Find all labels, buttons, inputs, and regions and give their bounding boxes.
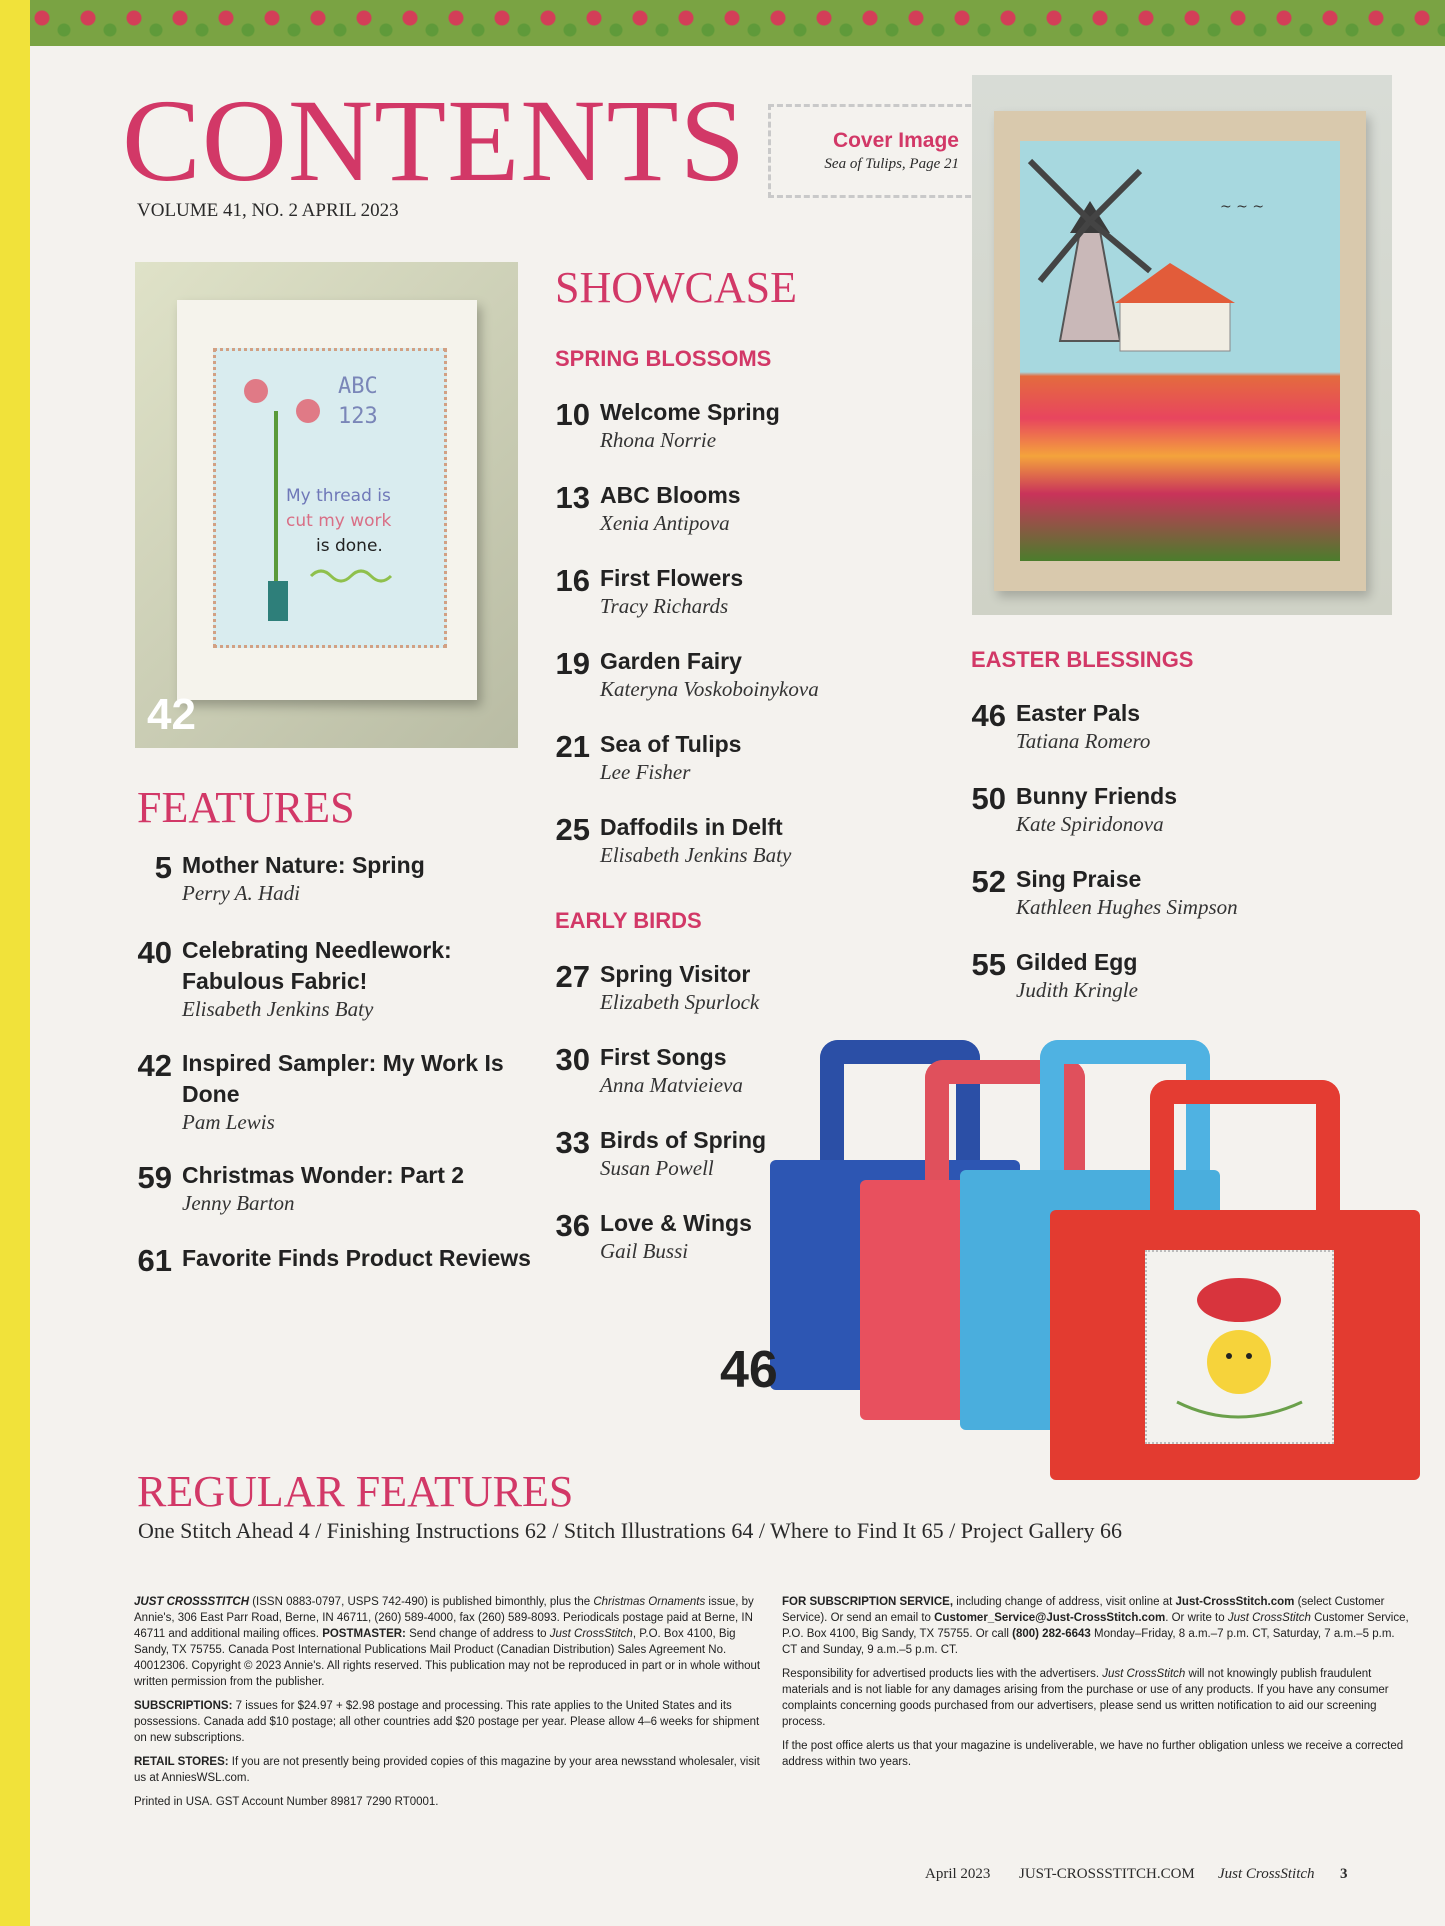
page-number: 5 [154,850,172,885]
advertiser-responsibility-note [782,1666,1412,1730]
page-number: 30 [555,1042,590,1077]
project-title: Sing Praise [1016,866,1142,892]
publication-name: Christmas Ornaments [593,1596,706,1608]
project-title: Bunny Friends [1016,783,1178,809]
showcase-heading: SHOWCASE [555,263,798,312]
text-run: Responsibility for advertised products lies with the advertisers. [782,1668,1103,1680]
project-designer: Rhona Norrie [600,428,717,452]
project-designer: Kate Spiridonova [1016,812,1164,836]
undeliverable-note: If the post office alerts us that your magazine is undeliverable, we have no further obligation unless we receive a corrected address within two years. [782,1740,1404,1768]
project-designer: Tatiana Romero [1016,729,1151,753]
footer-magazine-name: Just CrossStitch [1218,1866,1315,1882]
project-designer: Susan Powell [600,1156,714,1180]
page-number: 27 [555,959,590,994]
project-title: Daffodils in Delft [600,814,783,840]
project-title: Sea of Tulips [600,731,742,757]
photo-page-number: 42 [147,690,196,739]
article-title: Christmas Wonder: Part 2 [182,1162,465,1188]
page-number: 10 [555,397,590,432]
article-title-continued: Done [182,1081,240,1107]
text-run: (ISSN 0883-0797, USPS 742-490) is published bimonthly, plus the [249,1596,594,1608]
spring-blossoms-label: SPRING BLOSSOMS [555,346,772,371]
page-number: 36 [555,1208,590,1243]
project-designer: Lee Fisher [600,760,691,784]
project-designer: Elizabeth Spurlock [600,990,760,1014]
page-number: 61 [137,1243,172,1278]
cover-image-callout [768,104,980,198]
publication-name: Just CrossStitch [549,1628,633,1640]
publication-name: Just CrossStitch [1227,1612,1311,1624]
project-title: Easter Pals [1016,700,1141,726]
red-tote [1050,1210,1420,1480]
chick-illustration [1147,1252,1332,1442]
project-designer: Anna Matvieieva [600,1073,743,1097]
project-title: ABC Blooms [600,482,741,508]
svg-text:~ ~ ~: ~ ~ ~ [1220,199,1265,215]
project-designer: Kathleen Hughes Simpson [1016,895,1238,919]
footer-page-number: 3 [1340,1866,1348,1882]
footer-date: April 2023 [925,1866,991,1882]
text-run: (select Customer Service). Or send an email to [782,1596,1385,1624]
sampler-frame [177,300,477,700]
windmill-tulip-design [1020,141,1340,561]
project-title: First Flowers [600,565,744,591]
publication-info [134,1594,769,1818]
retail-stores-note [134,1754,769,1786]
project-title: Birds of Spring [600,1127,767,1153]
publication-name: JUST CROSSSTITCH [134,1596,250,1608]
postmaster-label: POSTMASTER: [322,1628,406,1640]
text-run: 7 issues for $24.97 + $2.98 postage and processing. This rate applies to the United States and its possessions. Canada add $10 postage; all other countries add $20 postage per year. Please allow 4–6 weeks for shipment on new subscriptions. [134,1700,760,1744]
page-edge-binding [0,0,30,1926]
page-number: 21 [555,729,590,764]
decorative-stitch-border [30,0,1445,46]
article-author: Jenny Barton [182,1191,295,1215]
text-run: Send change of address to [405,1628,550,1640]
subscription-service-note [782,1594,1412,1658]
project-designer: Judith Kringle [1016,978,1138,1002]
easter-blessings-label: EASTER BLESSINGS [971,647,1194,672]
retail-stores-label: RETAIL STORES: [134,1756,229,1768]
subscription-service-info [782,1594,1412,1778]
project-designer: Elisabeth Jenkins Baty [600,843,792,867]
text-run: Monday–Friday, 8 a.m.–7 p.m. CT, Saturday, 7 a.m.–5 p.m. CT and Sunday, 9 a.m.–5 p.m. CT. [782,1628,1395,1656]
easter-tote-bags-photo [720,1040,1430,1480]
subscriptions-note [134,1698,769,1746]
windmill-frame [994,111,1366,591]
text-run: including change of address, visit online at [953,1596,1176,1608]
text-run: Customer Service, P.O. Box 4100, Big Sandy, TX 75755. Or call [782,1612,1409,1640]
page-number: 40 [137,935,172,970]
page-number: 42 [137,1048,172,1083]
article-title: Celebrating Needlework: [182,937,452,963]
page-title: CONTENTS [122,75,747,206]
page-number: 46 [971,698,1006,733]
project-title: Love & Wings [600,1210,752,1236]
page-number: 19 [555,646,590,681]
page-number: 16 [555,563,590,598]
website-link[interactable]: Just-CrossStitch.com [1175,1596,1295,1608]
publication-statement [134,1594,769,1690]
article-author: Pam Lewis [182,1110,275,1134]
project-title: Welcome Spring [600,399,780,425]
phone-number: (800) 282-6643 [1012,1628,1091,1640]
project-designer: Kateryna Voskoboinykova [600,677,819,701]
page-number: 33 [555,1125,590,1160]
article-author: Elisabeth Jenkins Baty [182,997,374,1021]
project-designer: Xenia Antipova [600,511,730,535]
windmill-illustration [1020,141,1340,561]
svg-text:cut my work: cut my work [286,511,392,531]
sampler-stitched-design [213,348,447,648]
project-designer: Gail Bussi [600,1239,689,1263]
project-title: First Songs [600,1044,727,1070]
printed-note: Printed in USA. GST Account Number 89817 7290 RT0001. [134,1796,439,1808]
regular-features-list: One Stitch Ahead 4 / Finishing Instructions 62 / Stitch Illustrations 64 / Where to Find It 65 / Project Gallery 66 [138,1518,1122,1543]
page-number: 59 [137,1160,172,1195]
chick-stitched-patch [1145,1250,1334,1444]
text-run: will not knowingly publish fraudulent materials and is not liable for any damages arising from the purchase or use of any products. If you have any consumer complaints concerning goods purchased from our advertisers, please send us written notification to aid our screening process. [782,1668,1389,1728]
email-link[interactable]: Customer_Service@Just-CrossStitch.com [934,1612,1166,1624]
text-run: If you are not presently being provided copies of this magazine by your area newsstand wholesaler, visit us at AnniesWSL.com. [134,1756,760,1784]
project-title: Garden Fairy [600,648,742,674]
text-run: , P.O. Box 4100, Big Sandy, TX 75755. Canada Post International Publications Mail Product (Canadian Distribution) Sales Agreement No. 40012306. Copyright © 2023 Annie's. All rights reserved. This publication may not be reproduced in part or in whole without written permission from the publisher. [134,1628,761,1688]
publication-name: Just CrossStitch [1102,1668,1186,1680]
sampler-illustration [216,351,444,645]
cover-windmill-photo [972,75,1392,615]
article-title: Mother Nature: Spring [182,852,425,878]
page-number: 25 [555,812,590,847]
article-title: Inspired Sampler: My Work Is [182,1050,504,1076]
project-title: Gilded Egg [1016,949,1138,975]
cover-image-reference: Sea of Tulips, Page 21 [824,156,959,172]
features-heading: FEATURES [137,783,355,832]
sampler-photo [135,262,518,748]
project-designer: Tracy Richards [600,594,729,618]
footer-website: JUST-CROSSSTITCH.COM [1019,1866,1195,1882]
subscriptions-label: SUBSCRIPTIONS: [134,1700,233,1712]
svg-text:My thread is: My thread is [286,486,391,506]
page-number: 13 [555,480,590,515]
text-run: issue, by Annie's, 306 East Parr Road, Berne, IN 46711, (260) 589-4000, fax (260) 589-8093. Periodicals postage paid at Berne, IN 46711 and additional mailing offices. [134,1596,754,1640]
project-title: Spring Visitor [600,961,751,987]
page-number: 52 [971,864,1006,899]
early-birds-label: EARLY BIRDS [555,908,702,933]
article-title: Favorite Finds Product Reviews [182,1245,531,1271]
svg-text:is done.: is done. [316,536,383,556]
article-title-continued: Fabulous Fabric! [182,968,368,994]
text-run: . Or write to [1165,1612,1228,1624]
subscription-service-label: FOR SUBSCRIPTION SERVICE, [782,1596,954,1608]
regular-features-heading: REGULAR FEATURES [137,1467,574,1516]
page-number: 55 [971,947,1006,982]
issue-volume: VOLUME 41, NO. 2 APRIL 2023 [137,200,399,221]
page-number: 50 [971,781,1006,816]
photo-page-number: 46 [720,1341,778,1399]
article-author: Perry A. Hadi [182,881,301,905]
svg-text:ABC: ABC [338,374,378,399]
svg-text:123: 123 [338,404,378,429]
cover-image-label: Cover Image [832,129,959,152]
